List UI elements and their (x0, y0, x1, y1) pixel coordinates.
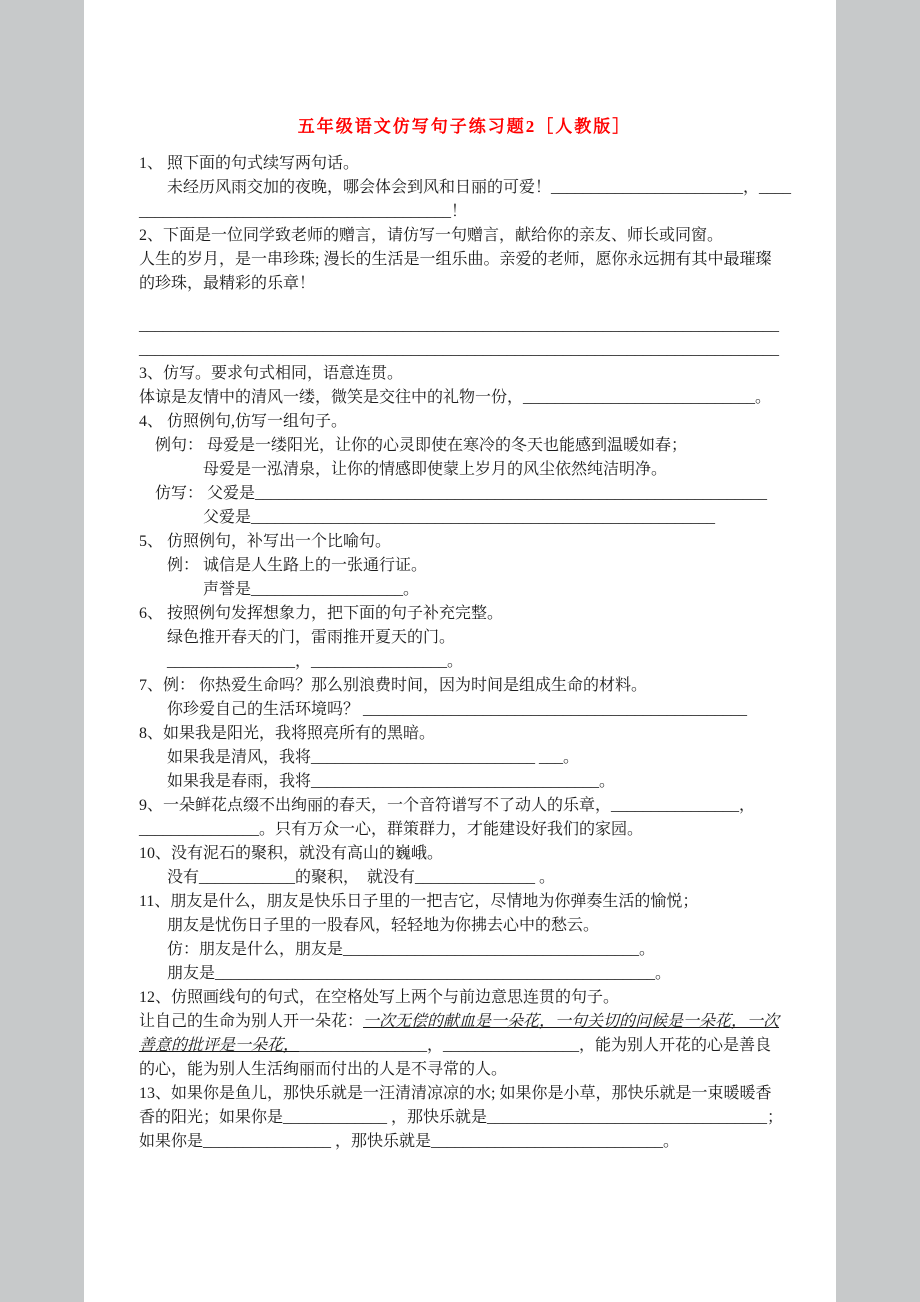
question-13-line: 13、如果你是鱼儿，那快乐就是一汪清清凉凉的水; 如果你是小草，那快乐就是一束暖暖香 (139, 1085, 772, 1102)
text-line: 体谅是友情中的清风一缕，微笑是交往中的礼物一份，_____________________________。 (139, 389, 772, 406)
text-line (139, 1034, 790, 1058)
text-line: 朋友是忧伤日子里的一股春风，轻轻地为你拂去心中的愁云。 (167, 917, 600, 934)
question-5-line: 5、 仿照例句，补写出一个比喻句。 (139, 533, 392, 550)
blank-line: ________________________________________________________________________________ (139, 341, 779, 358)
answer-blank-line: 朋友是_______________________________________________________。 (167, 965, 672, 982)
blank-line: ________________________________________________________________________________ (139, 317, 779, 334)
text-line: _______________。只有万众一心，群策群力，才能建设好我们的家园。 (139, 821, 644, 838)
question-11-line: 11、朋友是什么，朋友是快乐日子里的一把吉它，尽情地为你弹奏生活的愉悦； (139, 893, 699, 910)
example-line: 例句： 母爱是一缕阳光，让你的心灵即使在寒冷的冬天也能感到温暖如春； (155, 437, 688, 454)
question-2-line: 2、下面是一位同学致老师的赠言，请仿写一句赠言，献给你的亲友、师长或同窗。 (139, 227, 724, 244)
document-title: 五年级语文仿写句子练习题2［人教版］ (297, 117, 632, 136)
plain-text: ________________，_________________，能为别人开花的心是善良 (299, 1037, 772, 1054)
text-line: 人生的岁月，是一串珍珠; 漫长的生活是一组乐曲。亲爱的老师，愿你永远拥有其中最璀璨 (139, 251, 772, 268)
answer-blank-line: 如果我是清风，我将____________________________ ___。 (167, 749, 580, 766)
text-line: 未经历风雨交加的夜晚，哪会体会到风和日丽的可爱！________________________，____ (167, 179, 792, 196)
answer-blank-line: 没有____________的聚积， 就没有_______________ 。 (167, 869, 556, 886)
answer-blank-line: 你珍爱自己的生活环境吗？ ________________________________________________ (167, 701, 748, 718)
answer-blank-line: ________________，_________________。 (167, 653, 464, 670)
question-1-line: 1、 照下面的句式续写两句话。 (139, 155, 360, 172)
text-line: 的珍珠，最精彩的乐章！ (139, 275, 316, 292)
plain-text: 让自己的生命为别人开一朵花： (139, 1013, 364, 1030)
text-line: 如果你是________________ ，那快乐就是_____________________________。 (139, 1133, 680, 1150)
example-line: 例： 诚信是人生路上的一张通行证。 (167, 557, 428, 574)
text-line: 的心，能为别人生活绚丽而付出的人是不寻常的人。 (139, 1061, 508, 1078)
answer-blank-line: 声誉是___________________。 (203, 581, 420, 598)
question-4-line: 4、 仿照例句,仿写一组句子。 (139, 413, 348, 430)
question-7-line: 7、例： 你热爱生命吗？那么别浪费时间，因为时间是组成生命的材料。 (139, 677, 648, 694)
blank-line: _______________________________________！ (139, 203, 468, 220)
question-8-line: 8、如果我是阳光，我将照亮所有的黑暗。 (139, 725, 436, 742)
worksheet-page (84, 0, 836, 1302)
text-line: 香的阳光；如果你是_____________ ，那快乐就是___________________________________； (139, 1109, 784, 1126)
answer-blank-line: 如果我是春雨，我将____________________________________。 (167, 773, 616, 790)
question-12-line: 12、仿照画线句的句式，在空格处写上两个与前边意思连贯的句子。 (139, 989, 620, 1006)
underlined-example-text: 一次无偿的献血是一朵花，一句关切的问候是一朵花，一次 (363, 1013, 780, 1030)
answer-blank-line: 仿写： 父爱是________________________________________________________________ (155, 485, 768, 502)
question-6-line: 6、 按照例句发挥想象力，把下面的句子补充完整。 (139, 605, 504, 622)
example-line: 绿色推开春天的门，雷雨推开夏天的门。 (167, 629, 456, 646)
question-3-line: 3、仿写。要求句式相同，语意连贯。 (139, 365, 404, 382)
text-line (139, 1010, 790, 1034)
question-9-line: 9、一朵鲜花点缀不出绚丽的春天，一个音符谱写不了动人的乐章，________________， (139, 797, 756, 814)
answer-blank-line: 父爱是__________________________________________________________ (203, 509, 716, 526)
question-10-line: 10、没有泥石的聚积，就没有高山的巍峨。 (139, 845, 444, 862)
example-line: 母爱是一泓清泉，让你的情感即使蒙上岁月的风尘依然纯洁明净。 (203, 461, 668, 478)
underlined-example-text: 善意的批评是一朵花， (139, 1037, 300, 1054)
answer-blank-line: 仿：朋友是什么，朋友是_____________________________________。 (167, 941, 656, 958)
